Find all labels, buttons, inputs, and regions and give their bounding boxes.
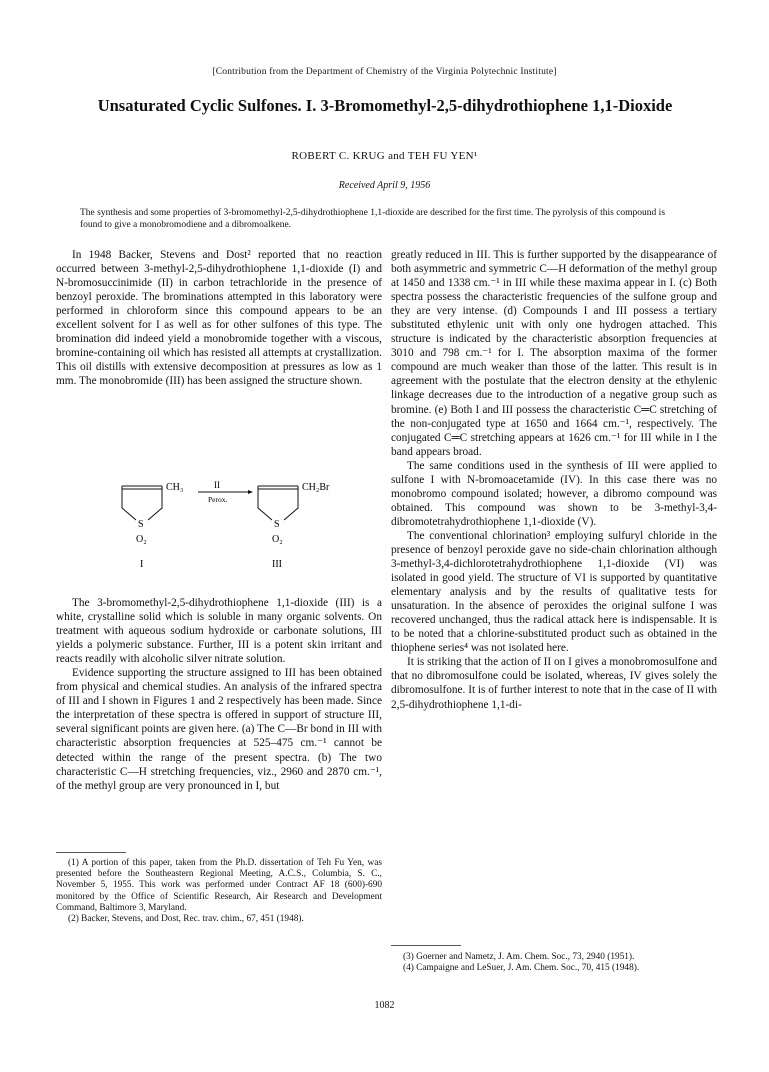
condition-label: Perox. bbox=[208, 495, 228, 504]
footnotes-right bbox=[391, 952, 717, 974]
reaction-scheme bbox=[100, 470, 340, 590]
paragraph: The 3-bromomethyl-2,5-dihydrothiophene 1,1-dioxide (III) is a white, crystalline solid which is soluble in many organic solvents. On treatment with aqueous sodium hydroxide or carbonate solutions, III yields a polymeric substance. Further, III is a potent skin irritant and reacts readily with alcoholic silver nitrate solution. bbox=[56, 597, 382, 666]
received-date: Received April 9, 1956 bbox=[338, 180, 431, 191]
paragraph: The same conditions used in the synthesis of III were applied to sulfone I with N-bromoacetamide (IV). In this case there was no monobromo compound isolated; however, a dibromo compound was obtained. This compound was shown to be 3-methyl-3,4-dibromotetrahydrothiophene 1,1-dioxide (V). bbox=[391, 459, 717, 528]
paragraph: It is striking that the action of II on I gives a monobromosulfone and that no dibromosulfone could be isolated, whereas, IV gives solely the dibromosulfone. It is of further interest to note that in the case of II with 2,5-dihydrothiophene 1,1-di- bbox=[391, 656, 717, 711]
structure-I bbox=[122, 486, 162, 520]
footnotes-left bbox=[56, 858, 382, 925]
left-column-bottom bbox=[56, 596, 382, 793]
paragraph: Evidence supporting the structure assigned to III has been obtained from physical and chemical studies. An analysis of the infrared spectra of III and I shown in Figures 1 and 2 respectively has been made. Since the interpretation of these spectra is offered in support of structure III, several significant points are given here. (a) The C—Br bond in III with characteristic absorption frequencies at 525–475 cm.⁻¹ cannot be detected within the range of the present spectra. (b) The two characteristic C—H stretching frequencies, viz., 2960 and 2870 cm.⁻¹, of the methyl group are very pronounced in I, but bbox=[56, 667, 382, 792]
footnote-rule bbox=[391, 945, 461, 946]
compound-label: III bbox=[272, 559, 282, 570]
footnote: (4) Campaigne and LeSuer, J. Am. Chem. Soc., 70, 415 (1948). bbox=[403, 963, 640, 974]
o2-label: O₂ bbox=[272, 534, 283, 545]
arrow-head-icon bbox=[248, 490, 253, 494]
left-column-top bbox=[56, 248, 382, 388]
footnote: (1) A portion of this paper, taken from the Ph.D. dissertation of Teh Fu Yen, was presented before the Southeastern Regional Meeting, A.C.S., Columbia, S. C., November 5, 1955. This work was performed under Contract AF 18 (600)-690 monitored by the Office of Scientific Research, Air Research and Development Command, Baltimore 3, Maryland. bbox=[56, 858, 382, 913]
authors: ROBERT C. KRUG and TEH FU YEN¹ bbox=[291, 150, 478, 162]
paragraph: The conventional chlorination³ employing sulfuryl chloride in the presence of benzoyl peroxide gave no side-chain chlorination although 3-methyl-3,4-dichlorotetrahydrothiophene 1,1-dioxide (VI) was isolated in good yield. The structure of VI is supported by quantitative elementary analysis and by the results of qualitative tests for unsaturation. In the absence of peroxides the original sulfone I was recovered unchanged, thus the radical attack here is indispensable. It is to be noted that a chlorine-substituted product such as obtained in the thiophene series⁴ was not isolated here. bbox=[391, 529, 717, 655]
paragraph: greatly reduced in III. This is further supported by the disappearance of both asymmetric and symmetric C—H deformation of the methyl group at 1450 and 1338 cm.⁻¹ in III while these maxima appear in I. (c) Both spectra possess the characteristic frequencies of the sulfone group and they are very intense. (d) Compounds I and III possess a tertiary substituted ethylenic unit with only one hydrogen attached. This structure is indicated by the characteristic absorption frequencies at 3010 and 798 cm.⁻¹ for I. The absorption maxima of the former compound are much weaker than those of the latter. This result is in agreement with the postulate that the electron density at the ethylenic linkage decreases due to the introduction of a negative group such as bromine. (e) Both I and III possess the characteristic C═C stretching of the non-conjugated type at 1650 and 1664 cm.⁻¹, respectively. The conjugated C═C stretching appears at 1626 cm.⁻¹ for III while in I the band appears broad. bbox=[391, 249, 717, 458]
compound-label: I bbox=[140, 559, 144, 570]
abstract: The synthesis and some properties of 3-bromomethyl-2,5-dihydrothiophene 1,1-dioxide are described for the first time. The pyrolysis of this compound is found to give a monobromodiene and a dibromoalkene. bbox=[80, 208, 666, 230]
contribution-line: [Contribution from the Department of Chemistry of the Virginia Polytechnic Institute] bbox=[212, 67, 557, 77]
structure-III bbox=[258, 486, 298, 520]
page-number: 1082 bbox=[374, 1000, 395, 1011]
footnote: (2) Backer, Stevens, and Dost, Rec. trav. chim., 67, 451 (1948). bbox=[68, 914, 304, 925]
reagent-label: II bbox=[214, 480, 220, 490]
ch2br-label: CH₂Br bbox=[302, 482, 330, 493]
article-title: Unsaturated Cyclic Sulfones. I. 3-Bromomethyl-2,5-dihydrothiophene 1,1-Dioxide bbox=[97, 96, 673, 115]
right-column bbox=[391, 248, 717, 712]
footnote-rule bbox=[56, 852, 126, 853]
footnote: (3) Goerner and Nametz, J. Am. Chem. Soc., 73, 2940 (1951). bbox=[403, 952, 635, 962]
paragraph: In 1948 Backer, Stevens and Dost² reported that no reaction occurred between 3-methyl-2,5-dihydrothiophene 1,1-dioxide (I) and N-bromosuccinimide (II) in carbon tetrachloride in the presence of benzoyl peroxide. The brominations attempted in this laboratory were performed in chloroform since this compound appears to be an excellent solvent for I as well as for other sulfones of this type. The bromination did indeed yield a monobromide together with a viscous, bromine-containing oil which has resisted all attempts at crystallization. This oil distills with extensive decomposition at pressures as low as 1 mm. The monobromide (III) has been assigned the structure shown. bbox=[56, 249, 382, 388]
sulfur-label: S bbox=[274, 519, 280, 530]
o2-label: O₂ bbox=[136, 534, 147, 545]
sulfur-label: S bbox=[138, 519, 144, 530]
ch3-label: CH₃ bbox=[166, 482, 184, 493]
